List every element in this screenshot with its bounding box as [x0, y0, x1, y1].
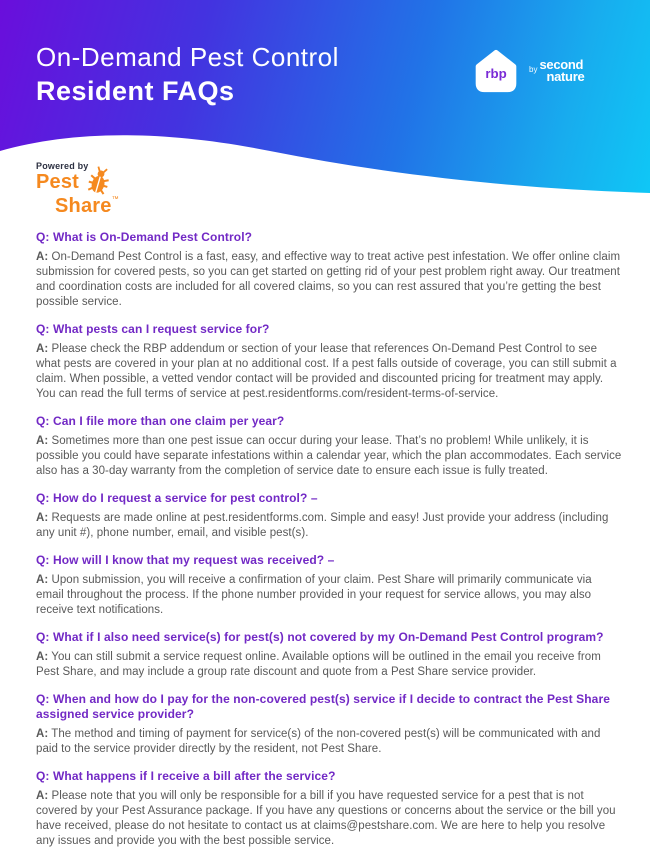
- answer-prefix: A:: [36, 512, 49, 524]
- faq-question: Q: When and how do I pay for the non-covered pest(s) service if I decide to contract the Pest Share assigned service provider?: [36, 692, 611, 721]
- faq-answer: [36, 727, 622, 757]
- answer-prefix: A:: [36, 435, 49, 447]
- answer-text: Upon submission, you will receive a confirmation of your claim. Pest Share will primarily communicate via email throughout the process. If the phone number provided in your request for service allows, you may also receive text notifications.: [36, 574, 592, 616]
- faq-answer: [36, 789, 622, 849]
- faq-item-1: [36, 230, 622, 310]
- faq-question: Q: What if I also need service(s) for pest(s) not covered by my On-Demand Pest Control program?: [36, 630, 604, 644]
- faq-answer: [36, 250, 622, 310]
- answer-text: Please note that you will only be responsible for a bill if you have requested service for a pest that is not covered by your Pest Assurance package. If you have any questions or concerns about the service or the bill you have received, please do not hesitate to contact us at claims@pestshare.com. We are here to help you resolve any issues and provide you with the best possible service.: [36, 790, 616, 847]
- faq-item-4: [36, 491, 622, 541]
- brand-word-second: second: [539, 57, 584, 72]
- answer-text: The method and timing of payment for service(s) of the non-covered pest(s) will be communicated with and paid to the service provider directly by the resident, not Pest Share.: [36, 728, 601, 755]
- answer-text: You can still submit a service request online. Available options will be outlined in the email you receive from Pest Share, and may include a group rate discount and quote from a Pest Share service provider.: [36, 651, 601, 678]
- answer-text: On-Demand Pest Control is a fast, easy, and effective way to treat active pest infestation. We offer online claim submission for covered pests, so you can get started on getting rid of your pest problem right away. Our treatment and coordination costs are included for all covered claims, so you can rest assured that you’re getting the best possible service.: [36, 251, 621, 308]
- faq-answer: [36, 342, 622, 402]
- page-subtitle: Resident FAQs: [36, 76, 235, 106]
- faq-list: [36, 230, 622, 861]
- brand-word-nature: nature: [546, 69, 585, 84]
- pestshare-word-share: Share: [55, 195, 112, 217]
- answer-prefix: A:: [36, 728, 49, 740]
- answer-text: Requests are made online at pest.residentforms.com. Simple and easy! Just provide your address (including any unit #), phone number, email, and visible pest(s).: [36, 512, 609, 539]
- second-nature-wordmark: [529, 59, 584, 83]
- pest-share-logo: [36, 161, 119, 217]
- faq-item-8: [36, 769, 622, 849]
- powered-by-label: Powered by: [36, 161, 89, 171]
- faq-item-6: [36, 630, 622, 680]
- answer-prefix: A:: [36, 343, 49, 355]
- faq-question: Q: What is On-Demand Pest Control?: [36, 230, 253, 244]
- faq-item-7: [36, 692, 622, 757]
- header-titles: [36, 40, 339, 108]
- beetle-icon: [84, 164, 114, 198]
- faq-answer: [36, 511, 622, 541]
- answer-prefix: A:: [36, 574, 49, 586]
- faq-item-3: [36, 414, 622, 479]
- trademark-symbol: ™: [111, 196, 119, 203]
- page-title: On-Demand Pest Control: [36, 42, 339, 72]
- faq-answer: [36, 650, 622, 680]
- faq-answer: [36, 573, 622, 618]
- faq-answer: [36, 434, 622, 479]
- faq-item-5: [36, 553, 622, 618]
- faq-question: Q: How will I know that my request was received? –: [36, 553, 335, 567]
- answer-prefix: A:: [36, 651, 49, 663]
- answer-prefix: A:: [36, 251, 49, 263]
- faq-question: Q: What pests can I request service for?: [36, 322, 270, 336]
- rbp-second-nature-logo: [471, 46, 584, 96]
- rbp-house-icon: [471, 46, 521, 96]
- faq-item-2: [36, 322, 622, 402]
- answer-text: Please check the RBP addendum or section of your lease that references On-Demand Pest Control to see what pests are covered in your plan at no additional cost. If a pest falls outside of coverage, you can still submit a claim. When possible, a vetted vendor contact will be provided and discounted pricing for treatment may apply. You can read the full terms of service at pest.residentforms.com/resident-terms-of-service.: [36, 343, 617, 400]
- faq-question: Q: What happens if I receive a bill after the service?: [36, 769, 336, 783]
- rbp-mark-text: rbp: [485, 66, 507, 82]
- by-label: by: [529, 65, 538, 74]
- answer-text: Sometimes more than one pest issue can occur during your lease. That’s no problem! While unlikely, it is possible you could have separate infestations within a calendar year, which the plan accommodates. Each service also has a 30-day warranty from the completion of service date to ensure each issue is fully treated.: [36, 435, 622, 477]
- answer-prefix: A:: [36, 790, 49, 802]
- faq-question: Q: How do I request a service for pest control? –: [36, 491, 318, 505]
- pestshare-word-pest: Pest: [36, 171, 80, 193]
- faq-question: Q: Can I file more than one claim per year?: [36, 414, 285, 428]
